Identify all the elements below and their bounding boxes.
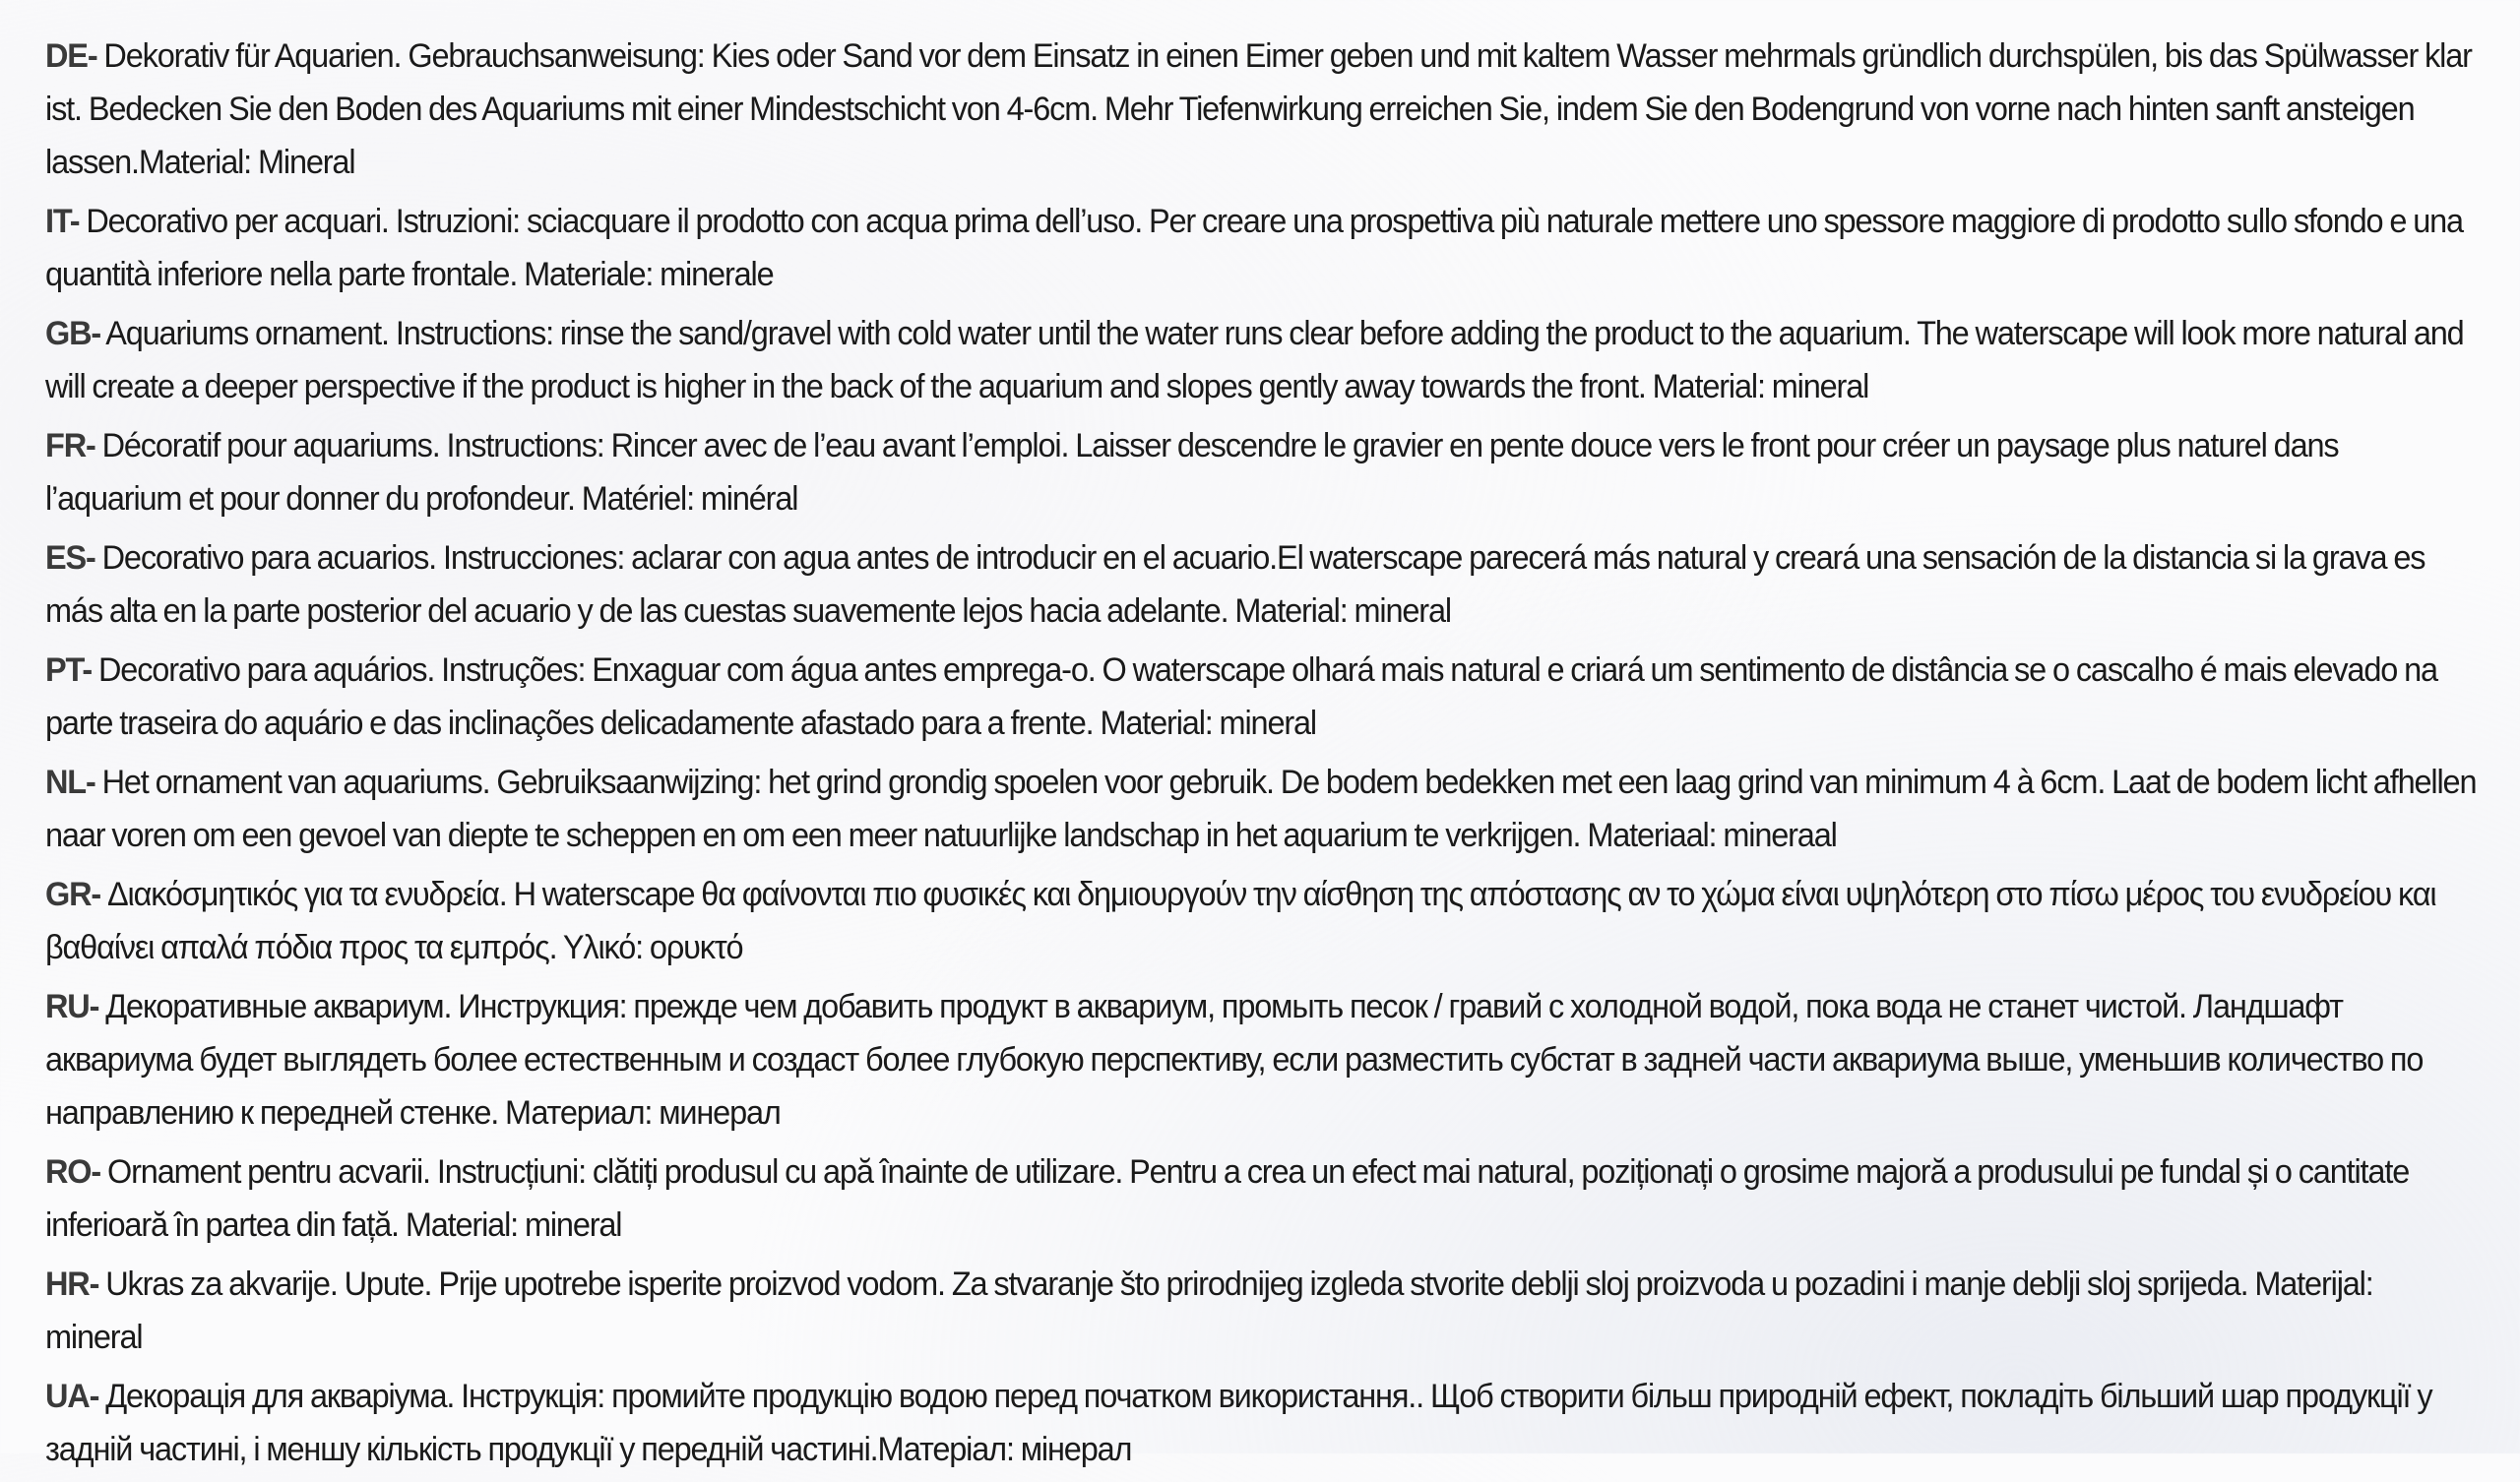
paragraph-text-ro: Ornament pentru acvarii. Instrucțiuni: clătiți produsul cu apă înainte de utilizare. Pentru a crea un efect mai natural, poziționați o grosime majoră a produsului pe fundal și o cantitate inferioară în partea din față. Material: mineral bbox=[45, 1153, 2410, 1244]
paragraph-text-ua: Декорація для акваріума. Інструкція: промийте продукцію водою перед початком використання.. Щоб створити більш природній ефект, покладіть більший шар продукції у задній частині, і меншу кількість продукції у передній частині.Матеріал: мінерал bbox=[45, 1378, 2432, 1468]
paragraph-pt bbox=[45, 644, 2477, 750]
paragraph-text-de: Dekorativ für Aquarien. Gebrauchsanweisung: Kies oder Sand vor dem Einsatz in einen Eimer geben und mit kaltem Wasser mehrmals gründlich durchspülen, bis das Spülwasser klar ist. Bedecken Sie den Boden des Aquariums mit einer Mindestschicht von 4-6cm. Mehr Tiefenwirkung erreichen Sie, indem Sie den Bodengrund von vorne nach hinten sanft ansteigen lassen.Material: Mineral bbox=[45, 37, 2472, 181]
paragraph-fr bbox=[45, 419, 2477, 525]
language-code-gr: GR- bbox=[45, 876, 101, 913]
language-code-nl: NL- bbox=[45, 764, 95, 801]
paragraph-nl bbox=[45, 756, 2477, 862]
paragraph-text-pt: Decorativo para aquários. Instruções: Enxaguar com água antes emprega-o. O waterscape olhará mais natural e criará um sentimento de distância se o cascalho é mais elevado na parte traseira do aquário e das inclinações delicadamente afastado para a frente. Material: mineral bbox=[45, 651, 2437, 742]
paragraph-ro bbox=[45, 1145, 2477, 1252]
paragraph-de bbox=[45, 30, 2477, 189]
paragraph-gb bbox=[45, 307, 2477, 413]
paragraph-text-hr: Ukras za akvarije. Upute. Prije upotrebe isperite proizvod vodom. Za stvaranje što prirodnijeg izgleda stvorite deblji sloj proizvoda u pozadini i manje deblji sloj sprijeda. Materijal: mineral bbox=[45, 1266, 2373, 1356]
paragraph-it bbox=[45, 195, 2477, 301]
language-code-hr: HR- bbox=[45, 1266, 99, 1303]
language-code-ua: UA- bbox=[45, 1378, 99, 1415]
language-code-es: ES- bbox=[45, 539, 95, 577]
paragraph-es bbox=[45, 531, 2477, 638]
paragraph-text-ru: Декоративные аквариум. Инструкция: прежде чем добавить продукт в аквариум, промыть песок / гравий с холодной водой, пока вода не станет чистой. Ландшафт аквариума будет выглядеть более естественным и создаст более глубокую перспективу, если разместить субстат в задней части аквариума выше, уменьшив количество по направлению к передней стенке. Материал: минерал bbox=[45, 988, 2424, 1132]
instruction-document bbox=[45, 30, 2477, 1482]
language-code-de: DE- bbox=[45, 37, 97, 75]
paragraph-text-es: Decorativo para acuarios. Instrucciones: aclarar con agua antes de introducir en el acuario.El waterscape parecerá más natural y creará una sensación de la distancia si la grava es más alta en la parte posterior del acuario y de las cuestas suavemente lejos hacia adelante. Material: mineral bbox=[45, 539, 2426, 630]
paragraph-text-gr: Διακόσμητικός για τα ενυδρεία. Η waterscape θα φαίνονται πιο φυσικές και δημιουργούν την αίσθηση της απόστασης αν το χώμα είναι υψηλότερη στο πίσω μέρος του ενυδρείου και βαθαίνει απαλά πόδια προς τα εμπρός. Υλικό: ορυκτό bbox=[45, 876, 2436, 966]
language-code-ru: RU- bbox=[45, 988, 99, 1025]
paragraph-ua bbox=[45, 1370, 2477, 1476]
language-code-gb: GB- bbox=[45, 315, 101, 352]
language-code-pt: PT- bbox=[45, 651, 93, 689]
paragraph-text-it: Decorativo per acquari. Istruzioni: sciacquare il prodotto con acqua prima dell’uso. Per creare una prospettiva più naturale mettere uno spessore maggiore di prodotto sullo sfondo e una quantità inferiore nella parte frontale. Materiale: minerale bbox=[45, 203, 2463, 293]
paragraph-text-fr: Décoratif pour aquariums. Instructions: Rincer avec de l’eau avant l’emploi. Laisser descendre le gravier en pente douce vers le front pour créer un paysage plus naturel dans l’aquarium et pour donner du profondeur. Matériel: minéral bbox=[45, 427, 2339, 518]
paragraph-text-nl: Het ornament van aquariums. Gebruiksaanwijzing: het grind grondig spoelen voor gebruik. De bodem bedekken met een laag grind van minimum 4 à 6cm. Laat de bodem licht afhellen naar voren om een gevoel van diepte te scheppen en om een meer natuurlijke landschap in het aquarium te verkrijgen. Materiaal: mineraal bbox=[45, 764, 2477, 854]
paragraph-ru bbox=[45, 980, 2477, 1140]
language-code-fr: FR- bbox=[45, 427, 95, 464]
language-code-ro: RO- bbox=[45, 1153, 101, 1191]
paragraph-text-gb: Aquariums ornament. Instructions: rinse the sand/gravel with cold water until the water runs clear before adding the product to the aquarium. The waterscape will look more natural and will create a deeper perspective if the product is higher in the back of the aquarium and slopes gently away towards the front. Material: mineral bbox=[45, 315, 2464, 405]
paragraph-gr bbox=[45, 868, 2477, 974]
paragraph-hr bbox=[45, 1258, 2477, 1364]
language-code-it: IT- bbox=[45, 203, 80, 240]
